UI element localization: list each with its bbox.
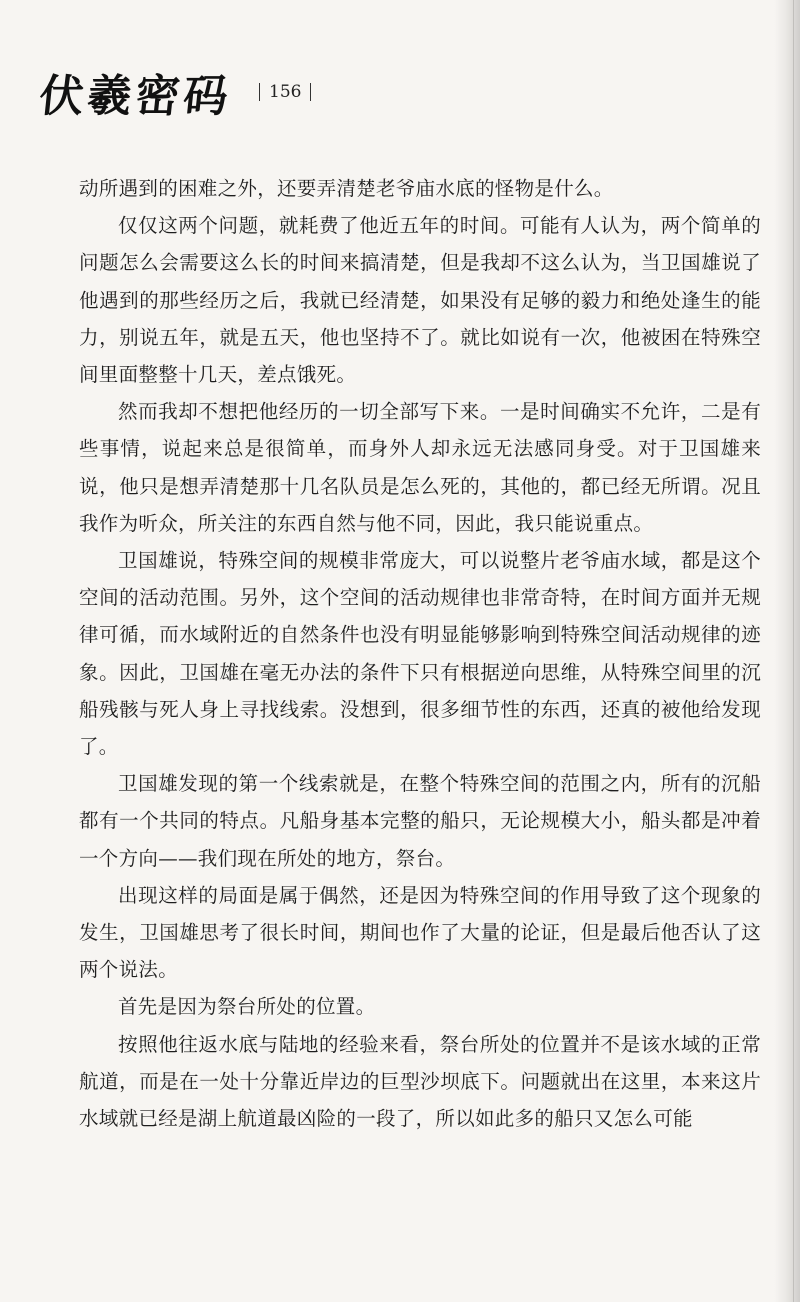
paragraph: 出现这样的局面是属于偶然，还是因为特殊空间的作用导致了这个现象的发生，卫国雄思考了很长时间，期间也作了大量的论证，但是最后他否认了这两个说法。	[79, 883, 761, 982]
divider-right	[310, 83, 311, 101]
divider-left	[259, 83, 260, 101]
body-text	[79, 170, 761, 1137]
page-header	[36, 62, 320, 122]
book-title: 伏羲密码	[36, 71, 235, 122]
paragraph: 卫国雄说，特殊空间的规模非常庞大，可以说整片老爷庙水域，都是这个空间的活动范围。另外，这个空间的活动规律也非常奇特，在时间方面并无规律可循，而水域附近的自然条件也没有明显能够影响到特殊空间活动规律的迹象。因此，卫国雄在毫无办法的条件下只有根据逆向思维，从特殊空间里的沉船残骸与死人身上寻找线索。没想到，很多细节性的东西，还真的被他给发现了。	[79, 549, 761, 759]
paragraph: 仅仅这两个问题，就耗费了他近五年的时间。可能有人认为，两个简单的问题怎么会需要这么长的时间来搞清楚，但是我却不这么认为，当卫国雄说了他遇到的那些经历之后，我就已经清楚，如果没有足够的毅力和绝处逢生的能力，别说五年，就是五天，他也坚持不了。就比如说有一次，他被困在特殊空间里面整整十几天，差点饿死。	[79, 214, 761, 387]
paragraph: 首先是因为祭台所处的位置。	[118, 995, 376, 1019]
paragraph: 动所遇到的困难之外，还要弄清楚老爷庙水底的怪物是什么。	[79, 177, 614, 200]
page-number-block	[250, 82, 320, 102]
page-number: 156	[269, 82, 302, 102]
paragraph: 然而我却不想把他经历的一切全部写下来。一是时间确实不允许，二是有些事情，说起来总是很简单，而身外人却永远无法感同身受。对于卫国雄来说，他只是想弄清楚那十几名队员是怎么死的，其他的，都已经无所谓。况且我作为听众，所关注的东西自然与他不同，因此，我只能说重点。	[79, 400, 761, 535]
paragraph: 卫国雄发现的第一个线索就是，在整个特殊空间的范围之内，所有的沉船都有一个共同的特点。凡船身基本完整的船只，无论规模大小，船头都是冲着一个方向——我们现在所处的地方，祭台。	[79, 772, 761, 870]
paragraph: 按照他往返水底与陆地的经验来看，祭台所处的位置并不是该水域的正常航道，而是在一处十分靠近岸边的巨型沙坝底下。问题就出在这里，本来这片水域就已经是湖上航道最凶险的一段了，所以如此多的船只又怎么可能	[79, 1032, 761, 1131]
page-edge-shadow	[774, 0, 800, 1302]
